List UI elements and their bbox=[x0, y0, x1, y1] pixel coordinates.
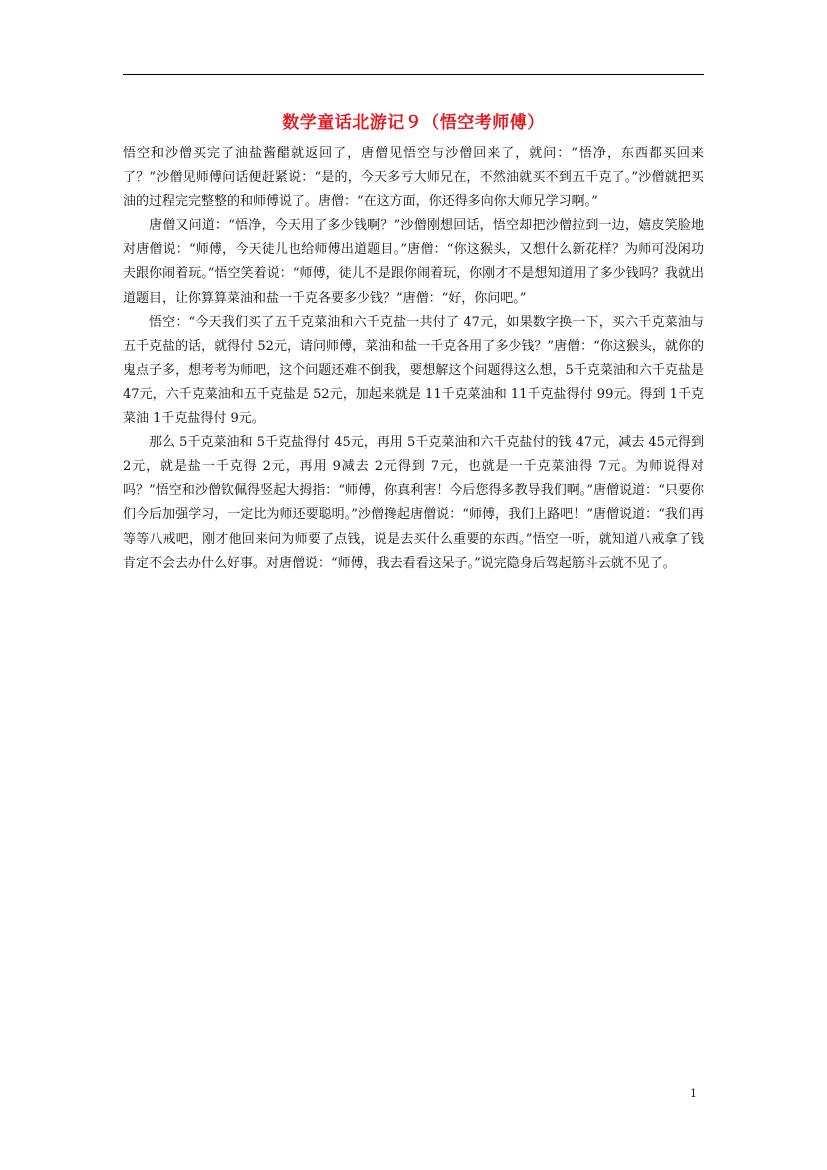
document-body bbox=[123, 142, 704, 576]
document-title: 数学童话北游记９（悟空考师傅） bbox=[282, 113, 545, 133]
paragraph-1: 悟空和沙僧买完了油盐酱醋就返回了，唐僧见悟空与沙僧回来了，就问：“悟净，东西都买回来了？”沙僧见师傅问话便赶紧说：“是的，今天多亏大师兄在，不然油就买不到五千克了。”沙僧就把买油的过程完完整整的和师傅说了。唐僧：“在这方面，你还得多向你大师兄学习啊。” bbox=[123, 146, 704, 210]
page-number: 1 bbox=[690, 1087, 697, 1100]
paragraph-2: 唐僧又问道：“悟净，今天用了多少钱啊？”沙僧刚想回话，悟空却把沙僧拉到一边，嬉皮笑脸地对唐僧说：“师傅，今天徒儿也给师傅出道题目。”唐僧：“你这猴头，又想什么新花样？为师可没闲功夫跟你闹着玩。”悟空笑着说：“师傅，徒儿不是跟你闹着玩，你刚才不是想知道用了多少钱吗？我就出道题目，让你算算菜油和盐一千克各要多少钱？”唐僧：“好，你问吧。” bbox=[123, 218, 704, 306]
paragraph-3: 悟空：“今天我们买了五千克菜油和六千克盐一共付了 47元，如果数字换一下，买六千克菜油与五千克盐的话，就得付 52元，请问师傅，菜油和盐一千克各用了多少钱？”唐僧：“你这猴头，就你的鬼点子多，想考考为师吧，这个问题还难不倒我，要想解这个问题得这么想，5千克菜油和六千克盐是 47元，六千克菜油和五千克盐是 52元，加起来就是 11千克菜油和 11千克盐得付 99元。得到 1千克菜油 1千克盐得付 9元。 bbox=[123, 314, 704, 427]
paragraph-4: 那么 5千克菜油和 5千克盐得付 45元，再用 5千克菜油和六千克盐付的钱 47元，减去 45元得到 2元，就是盐一千克得 2元，再用 9减去 2元得到 7元，也就是一千克菜油得 7元。为师说得对吗？”悟空和沙僧钦佩得竖起大拇指：“师傅，你真利害！今后您得多教导我们啊。”唐僧说道：“只要你们今后加强学习，一定比为师还要聪明。”沙僧搀起唐僧说：“师傅，我们上路吧！”唐僧说道：“我们再等等八戒吧，刚才他回来问为师要了点钱，说是去买什么重要的东西。”悟空一听，就知道八戒拿了钱肯定不会去办什么好事。对唐僧说：“师傅，我去看看这呆子。”说完隐身后驾起筋斗云就不见了。 bbox=[123, 435, 704, 571]
header-rule bbox=[123, 74, 704, 75]
